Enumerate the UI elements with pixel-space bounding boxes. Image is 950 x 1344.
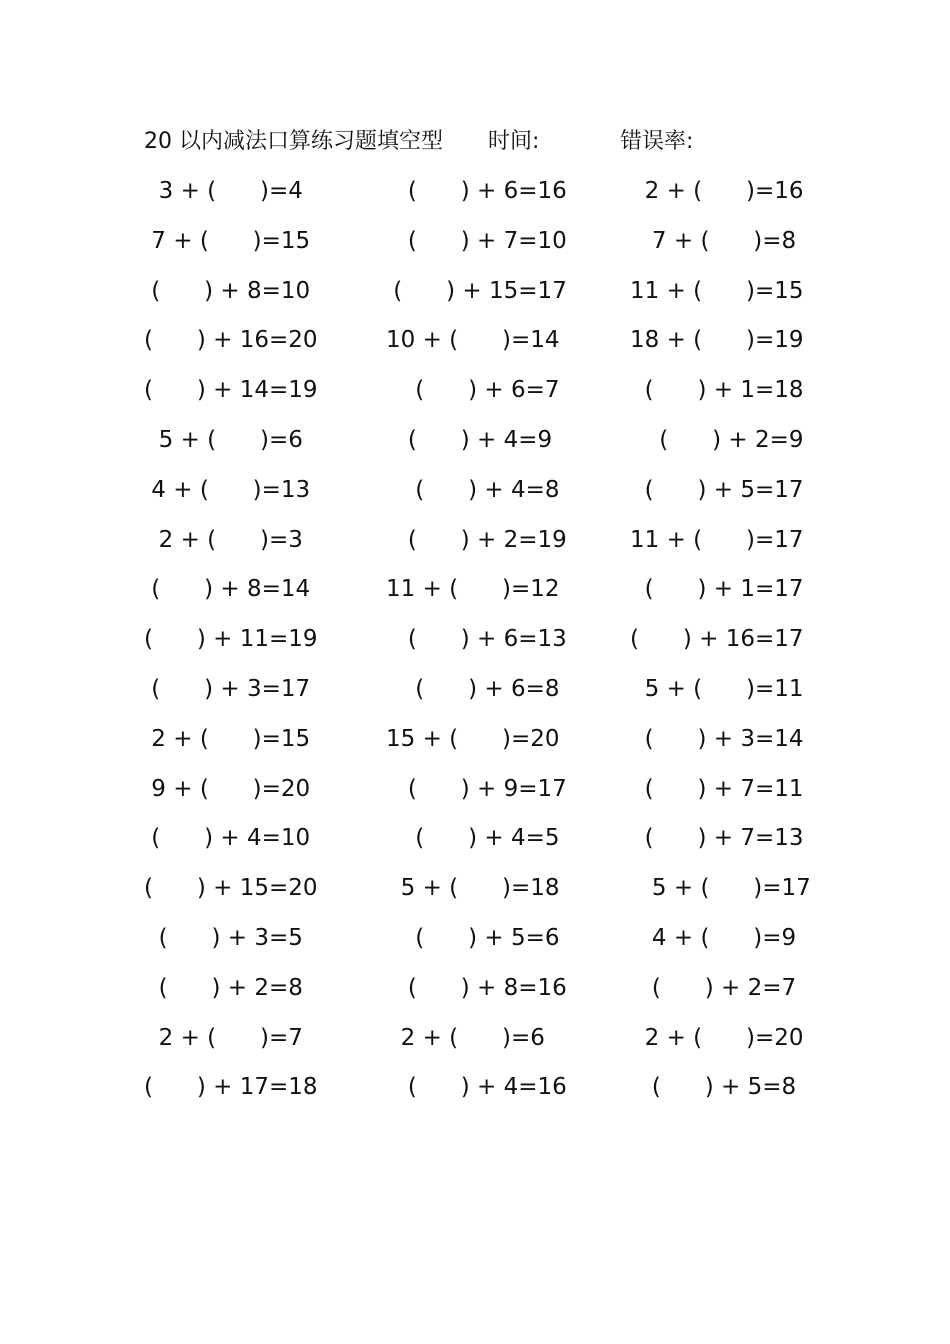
math-problem: ( ) + 4=8 [386, 476, 560, 503]
problem-row [0, 918, 950, 968]
math-problem: 5 + ( )=18 [386, 875, 560, 902]
math-problem: ( ) + 4=9 [386, 426, 553, 453]
math-problem: 10 + ( )=14 [386, 327, 560, 354]
math-problem: ( ) + 2=7 [630, 974, 797, 1001]
math-problem: 2 + ( )=16 [630, 178, 804, 204]
problem-row [0, 271, 950, 321]
math-problem: ( ) + 1=18 [630, 377, 804, 404]
math-problem: 3 + ( )=4 [144, 178, 303, 204]
math-problem: ( ) + 7=10 [386, 227, 567, 254]
problem-row [0, 818, 950, 868]
math-problem: ( ) + 15=20 [144, 875, 318, 902]
math-problem: ( ) + 2=9 [630, 426, 804, 453]
math-problem: 2 + ( )=15 [144, 725, 311, 752]
math-problem: 11 + ( )=17 [630, 526, 804, 553]
problem-row [0, 619, 950, 669]
math-problem: ( ) + 8=14 [144, 576, 311, 603]
math-problem: ( ) + 17=18 [144, 1074, 318, 1101]
math-problem: ( ) + 8=10 [144, 277, 311, 304]
math-problem: 2 + ( )=20 [630, 1024, 804, 1051]
math-problem: 4 + ( )=13 [144, 476, 311, 503]
time-label: 时间: [488, 129, 540, 154]
math-problem: 2 + ( )=6 [386, 1024, 545, 1051]
math-problem: ( ) + 14=19 [144, 377, 318, 404]
math-problem: ( ) + 16=20 [144, 327, 318, 354]
math-problem: ( ) + 2=8 [144, 974, 303, 1001]
math-problem: ( ) + 2=19 [386, 526, 567, 553]
problem-row [0, 171, 950, 221]
problem-row [0, 669, 950, 719]
math-problem: 18 + ( )=19 [630, 327, 804, 354]
worksheet-title: 20 以内减法口算练习题填空型 [144, 129, 443, 154]
problem-grid [0, 171, 950, 1117]
problem-row [0, 520, 950, 570]
math-problem: ( ) + 3=14 [630, 725, 804, 752]
problem-row [0, 320, 950, 370]
math-problem: 5 + ( )=6 [144, 426, 303, 453]
math-problem: ( ) + 15=17 [386, 277, 567, 304]
problem-row [0, 868, 950, 918]
math-problem: ( ) + 6=13 [386, 626, 567, 653]
math-problem: ( ) + 11=19 [144, 626, 318, 653]
math-problem: ( ) + 5=8 [630, 1074, 797, 1101]
math-problem: ( ) + 8=16 [386, 974, 567, 1001]
math-problem: 4 + ( )=9 [630, 924, 797, 951]
problem-row [0, 420, 950, 470]
math-problem: ( ) + 4=10 [144, 825, 311, 852]
math-problem: ( ) + 16=17 [630, 626, 804, 653]
problem-row [0, 569, 950, 619]
problem-row [0, 470, 950, 520]
problem-row [0, 221, 950, 271]
math-problem: ( ) + 6=16 [386, 178, 567, 204]
math-problem: ( ) + 3=17 [144, 675, 311, 702]
math-problem: ( ) + 7=11 [630, 775, 804, 802]
math-problem: ( ) + 1=17 [630, 576, 804, 603]
problem-row [0, 769, 950, 819]
math-problem: ( ) + 3=5 [144, 924, 303, 951]
problem-row [0, 1018, 950, 1068]
math-problem: 15 + ( )=20 [386, 725, 560, 752]
math-problem: ( ) + 9=17 [386, 775, 567, 802]
math-problem: 7 + ( )=15 [144, 227, 311, 254]
math-problem: ( ) + 7=13 [630, 825, 804, 852]
math-problem: ( ) + 5=17 [630, 476, 804, 503]
math-problem: 5 + ( )=17 [630, 875, 811, 902]
math-problem: ( ) + 5=6 [386, 924, 560, 951]
math-problem: 5 + ( )=11 [630, 675, 804, 702]
worksheet-header [144, 124, 764, 160]
math-problem: 11 + ( )=12 [386, 576, 560, 603]
error-rate-label: 错误率: [620, 129, 694, 154]
math-problem: ( ) + 4=5 [386, 825, 560, 852]
math-problem: ( ) + 6=7 [386, 377, 560, 404]
math-problem: 7 + ( )=8 [630, 227, 797, 254]
math-problem: 2 + ( )=7 [144, 1024, 303, 1051]
problem-row [0, 968, 950, 1018]
problem-row [0, 370, 950, 420]
math-problem: 11 + ( )=15 [630, 277, 804, 304]
math-problem: 9 + ( )=20 [144, 775, 311, 802]
math-problem: ( ) + 4=16 [386, 1074, 567, 1101]
problem-row [0, 1067, 950, 1117]
math-problem: 2 + ( )=3 [144, 526, 303, 553]
math-problem: ( ) + 6=8 [386, 675, 560, 702]
problem-row [0, 719, 950, 769]
